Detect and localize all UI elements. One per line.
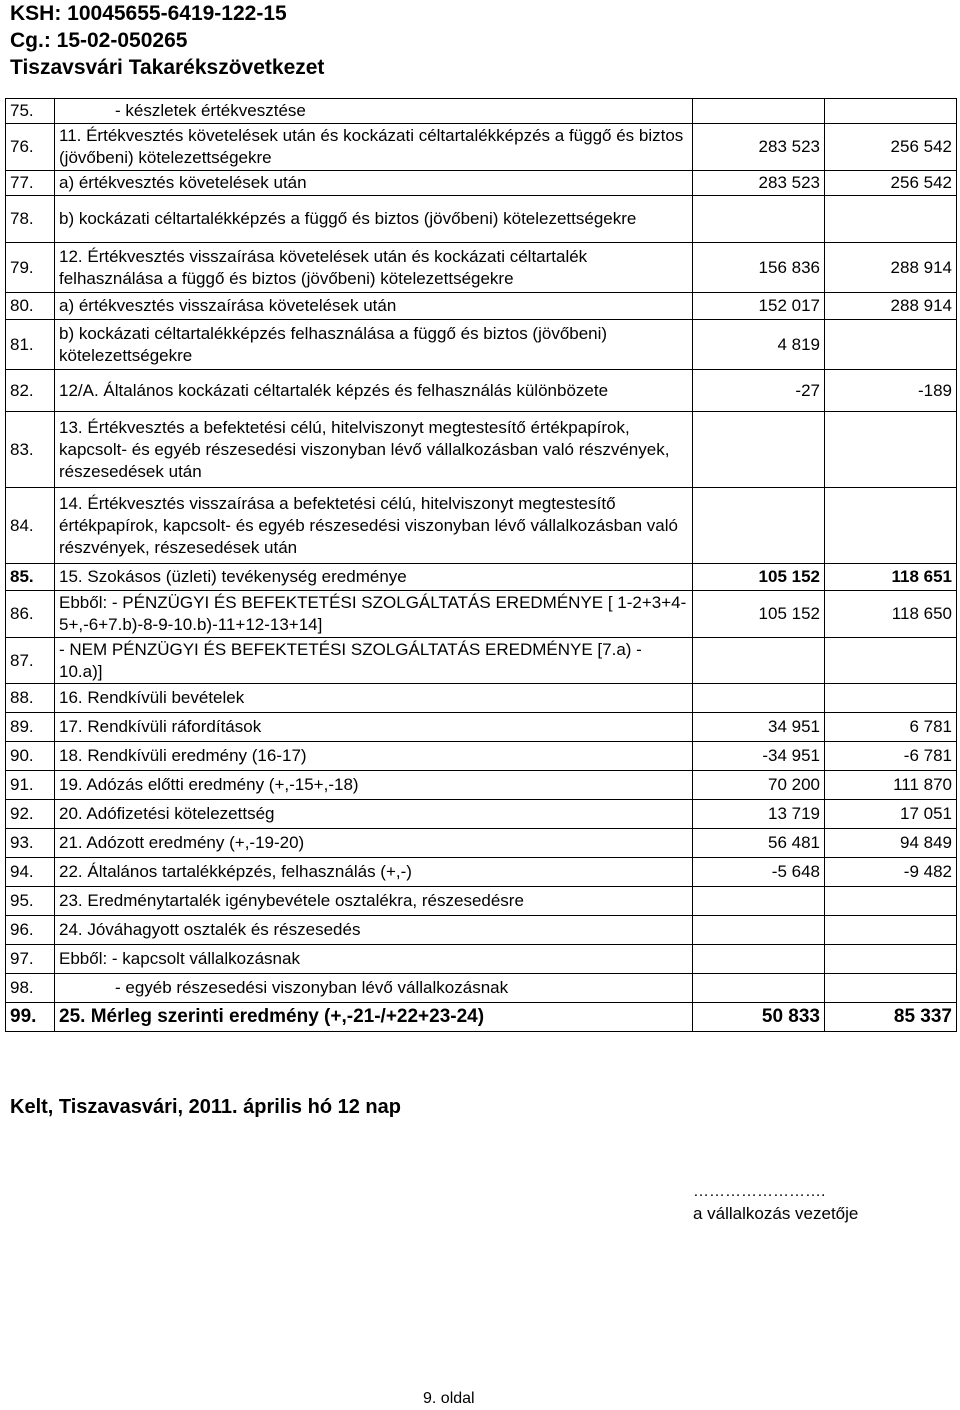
table-row (6, 800, 957, 829)
row-label: 13. Értékvesztés a befektetési célú, hitelviszonyt megtestesítő értékpapírok, kapcsolt- és egyéb részesedési viszonyban lévő vállalkozásban való részvények, részesedések után (55, 412, 693, 488)
table-row (6, 771, 957, 800)
row-value-current (693, 412, 825, 488)
row-value-current: 13 719 (693, 800, 825, 829)
row-value-previous (825, 974, 957, 1003)
row-value-current: 105 152 (693, 591, 825, 638)
row-number: 95. (6, 887, 55, 916)
row-value-previous: 94 849 (825, 829, 957, 858)
table-row (6, 858, 957, 887)
header-ksh: KSH: 10045655-6419-122-15 (10, 2, 287, 25)
row-value-current: -27 (693, 370, 825, 412)
row-number: 86. (6, 591, 55, 638)
row-label: 24. Jóváhagyott osztalék és részesedés (55, 916, 693, 945)
row-label: Ebből: - PÉNZÜGYI ÉS BEFEKTETÉSI SZOLGÁLTATÁS EREDMÉNYE [ 1-2+3+4-5+,-6+7.b)-8-9-10.b)-11+12-13+14] (55, 591, 693, 638)
row-label: 20. Adófizetési kötelezettség (55, 800, 693, 829)
row-label: 17. Rendkívüli ráfordítások (55, 713, 693, 742)
row-label: a) értékvesztés követelések után (55, 171, 693, 196)
table-row (6, 99, 957, 124)
row-value-previous: 256 542 (825, 171, 957, 196)
row-number: 87. (6, 638, 55, 684)
row-label: 14. Értékvesztés visszaírása a befektetési célú, hitelviszonyt megtestesítő értékpapírok, kapcsolt- és egyéb részesedési viszonyban lévő vállalkozásban való részvények, részesedések után (55, 488, 693, 564)
row-value-current (693, 99, 825, 124)
row-number: 93. (6, 829, 55, 858)
table-row (6, 684, 957, 713)
row-label: 19. Adózás előtti eredmény (+,-15+,-18) (55, 771, 693, 800)
row-value-previous (825, 320, 957, 370)
row-number: 81. (6, 320, 55, 370)
row-number: 94. (6, 858, 55, 887)
table-row (6, 370, 957, 412)
row-value-previous (825, 412, 957, 488)
table-row (6, 945, 957, 974)
row-value-previous: 118 651 (825, 564, 957, 591)
row-number: 91. (6, 771, 55, 800)
row-value-previous (825, 196, 957, 243)
row-number: 97. (6, 945, 55, 974)
row-value-current (693, 196, 825, 243)
row-value-current (693, 974, 825, 1003)
row-value-current (693, 916, 825, 945)
row-number: 96. (6, 916, 55, 945)
row-number: 82. (6, 370, 55, 412)
row-label: b) kockázati céltartalékképzés a függő és biztos (jövőbeni) kötelezettségekre (55, 196, 693, 243)
row-value-previous: 118 650 (825, 591, 957, 638)
row-number: 76. (6, 124, 55, 171)
row-value-current: 50 833 (693, 1003, 825, 1032)
row-number: 99. (6, 1003, 55, 1032)
header-cg: Cg.: 15-02-050265 (10, 29, 188, 52)
row-value-current (693, 684, 825, 713)
row-value-current: 105 152 (693, 564, 825, 591)
row-label: b) kockázati céltartalékképzés felhasználása a függő és biztos (jövőbeni) kötelezettségekre (55, 320, 693, 370)
row-value-current (693, 488, 825, 564)
table-row (6, 243, 957, 293)
table-row (6, 564, 957, 591)
row-value-previous (825, 684, 957, 713)
table-row (6, 412, 957, 488)
row-number: 80. (6, 293, 55, 320)
row-value-previous: 6 781 (825, 713, 957, 742)
table-row (6, 887, 957, 916)
row-number: 84. (6, 488, 55, 564)
row-number: 79. (6, 243, 55, 293)
signature-label: a vállalkozás vezetője (693, 1204, 859, 1223)
table-row (6, 916, 957, 945)
row-value-current: -34 951 (693, 742, 825, 771)
row-label: - NEM PÉNZÜGYI ÉS BEFEKTETÉSI SZOLGÁLTATÁS EREDMÉNYE [7.a) - 10.a)] (55, 638, 693, 684)
row-number: 85. (6, 564, 55, 591)
row-number: 90. (6, 742, 55, 771)
row-value-current: 152 017 (693, 293, 825, 320)
table-row (6, 293, 957, 320)
row-label: 12/A. Általános kockázati céltartalék képzés és felhasználás különbözete (55, 370, 693, 412)
table-row (6, 974, 957, 1003)
row-label: - egyéb részesedési viszonyban lévő vállalkozásnak (55, 974, 693, 1003)
row-label: 22. Általános tartalékképzés, felhasználás (+,-) (55, 858, 693, 887)
row-value-previous: 288 914 (825, 293, 957, 320)
row-number: 77. (6, 171, 55, 196)
table-row (6, 638, 957, 684)
row-label: 23. Eredménytartalék igénybevétele osztalékra, részesedésre (55, 887, 693, 916)
row-value-previous (825, 638, 957, 684)
table-row (6, 742, 957, 771)
row-value-previous: 288 914 (825, 243, 957, 293)
table-row (6, 488, 957, 564)
signature-line: ……………………. (693, 1183, 826, 1200)
row-label: 11. Értékvesztés követelések után és kockázati céltartalékképzés a függő és biztos (jövőbeni) kötelezettségekre (55, 124, 693, 171)
row-value-previous: -6 781 (825, 742, 957, 771)
table-row (6, 171, 957, 196)
row-value-previous: -9 482 (825, 858, 957, 887)
row-value-previous (825, 887, 957, 916)
row-value-current: 70 200 (693, 771, 825, 800)
row-label: a) értékvesztés visszaírása követelések után (55, 293, 693, 320)
row-value-previous: 111 870 (825, 771, 957, 800)
row-value-previous: 85 337 (825, 1003, 957, 1032)
table-row (6, 196, 957, 243)
row-number: 92. (6, 800, 55, 829)
table-row (6, 124, 957, 171)
table-row (6, 713, 957, 742)
row-value-current: 34 951 (693, 713, 825, 742)
header-company: Tiszavsvári Takarékszövetkezet (10, 56, 325, 79)
row-number: 98. (6, 974, 55, 1003)
row-label: 12. Értékvesztés visszaírása követelések után és kockázati céltartalék felhasználása a függő és biztos (jövőbeni) kötelezettségekre (55, 243, 693, 293)
income-statement-table (5, 98, 957, 1032)
row-value-current: -5 648 (693, 858, 825, 887)
row-label: Ebből: - kapcsolt vállalkozásnak (55, 945, 693, 974)
row-label: 21. Adózott eredmény (+,-19-20) (55, 829, 693, 858)
row-value-previous: 17 051 (825, 800, 957, 829)
row-label: 16. Rendkívüli bevételek (55, 684, 693, 713)
row-value-current: 156 836 (693, 243, 825, 293)
table-row (6, 829, 957, 858)
row-label: - készletek értékvesztése (55, 99, 693, 124)
row-number: 78. (6, 196, 55, 243)
row-number: 88. (6, 684, 55, 713)
row-value-current: 283 523 (693, 124, 825, 171)
place-date: Kelt, Tiszavasvári, 2011. április hó 12 nap (10, 1096, 401, 1118)
row-label: 25. Mérleg szerinti eredmény (+,-21-/+22+23-24) (55, 1003, 693, 1032)
row-value-previous: 256 542 (825, 124, 957, 171)
row-number: 83. (6, 412, 55, 488)
row-value-previous (825, 488, 957, 564)
row-value-current: 56 481 (693, 829, 825, 858)
table-row (6, 591, 957, 638)
row-value-current (693, 945, 825, 974)
row-label: 18. Rendkívüli eredmény (16-17) (55, 742, 693, 771)
table-row (6, 1003, 957, 1032)
row-value-previous (825, 916, 957, 945)
row-number: 89. (6, 713, 55, 742)
row-value-current (693, 887, 825, 916)
row-number: 75. (6, 99, 55, 124)
page-number: 9. oldal (423, 1390, 475, 1407)
row-value-previous (825, 945, 957, 974)
row-value-current (693, 638, 825, 684)
row-value-previous: -189 (825, 370, 957, 412)
row-label: 15. Szokásos (üzleti) tevékenység eredménye (55, 564, 693, 591)
row-value-current: 283 523 (693, 171, 825, 196)
row-value-previous (825, 99, 957, 124)
row-value-current: 4 819 (693, 320, 825, 370)
table-row (6, 320, 957, 370)
